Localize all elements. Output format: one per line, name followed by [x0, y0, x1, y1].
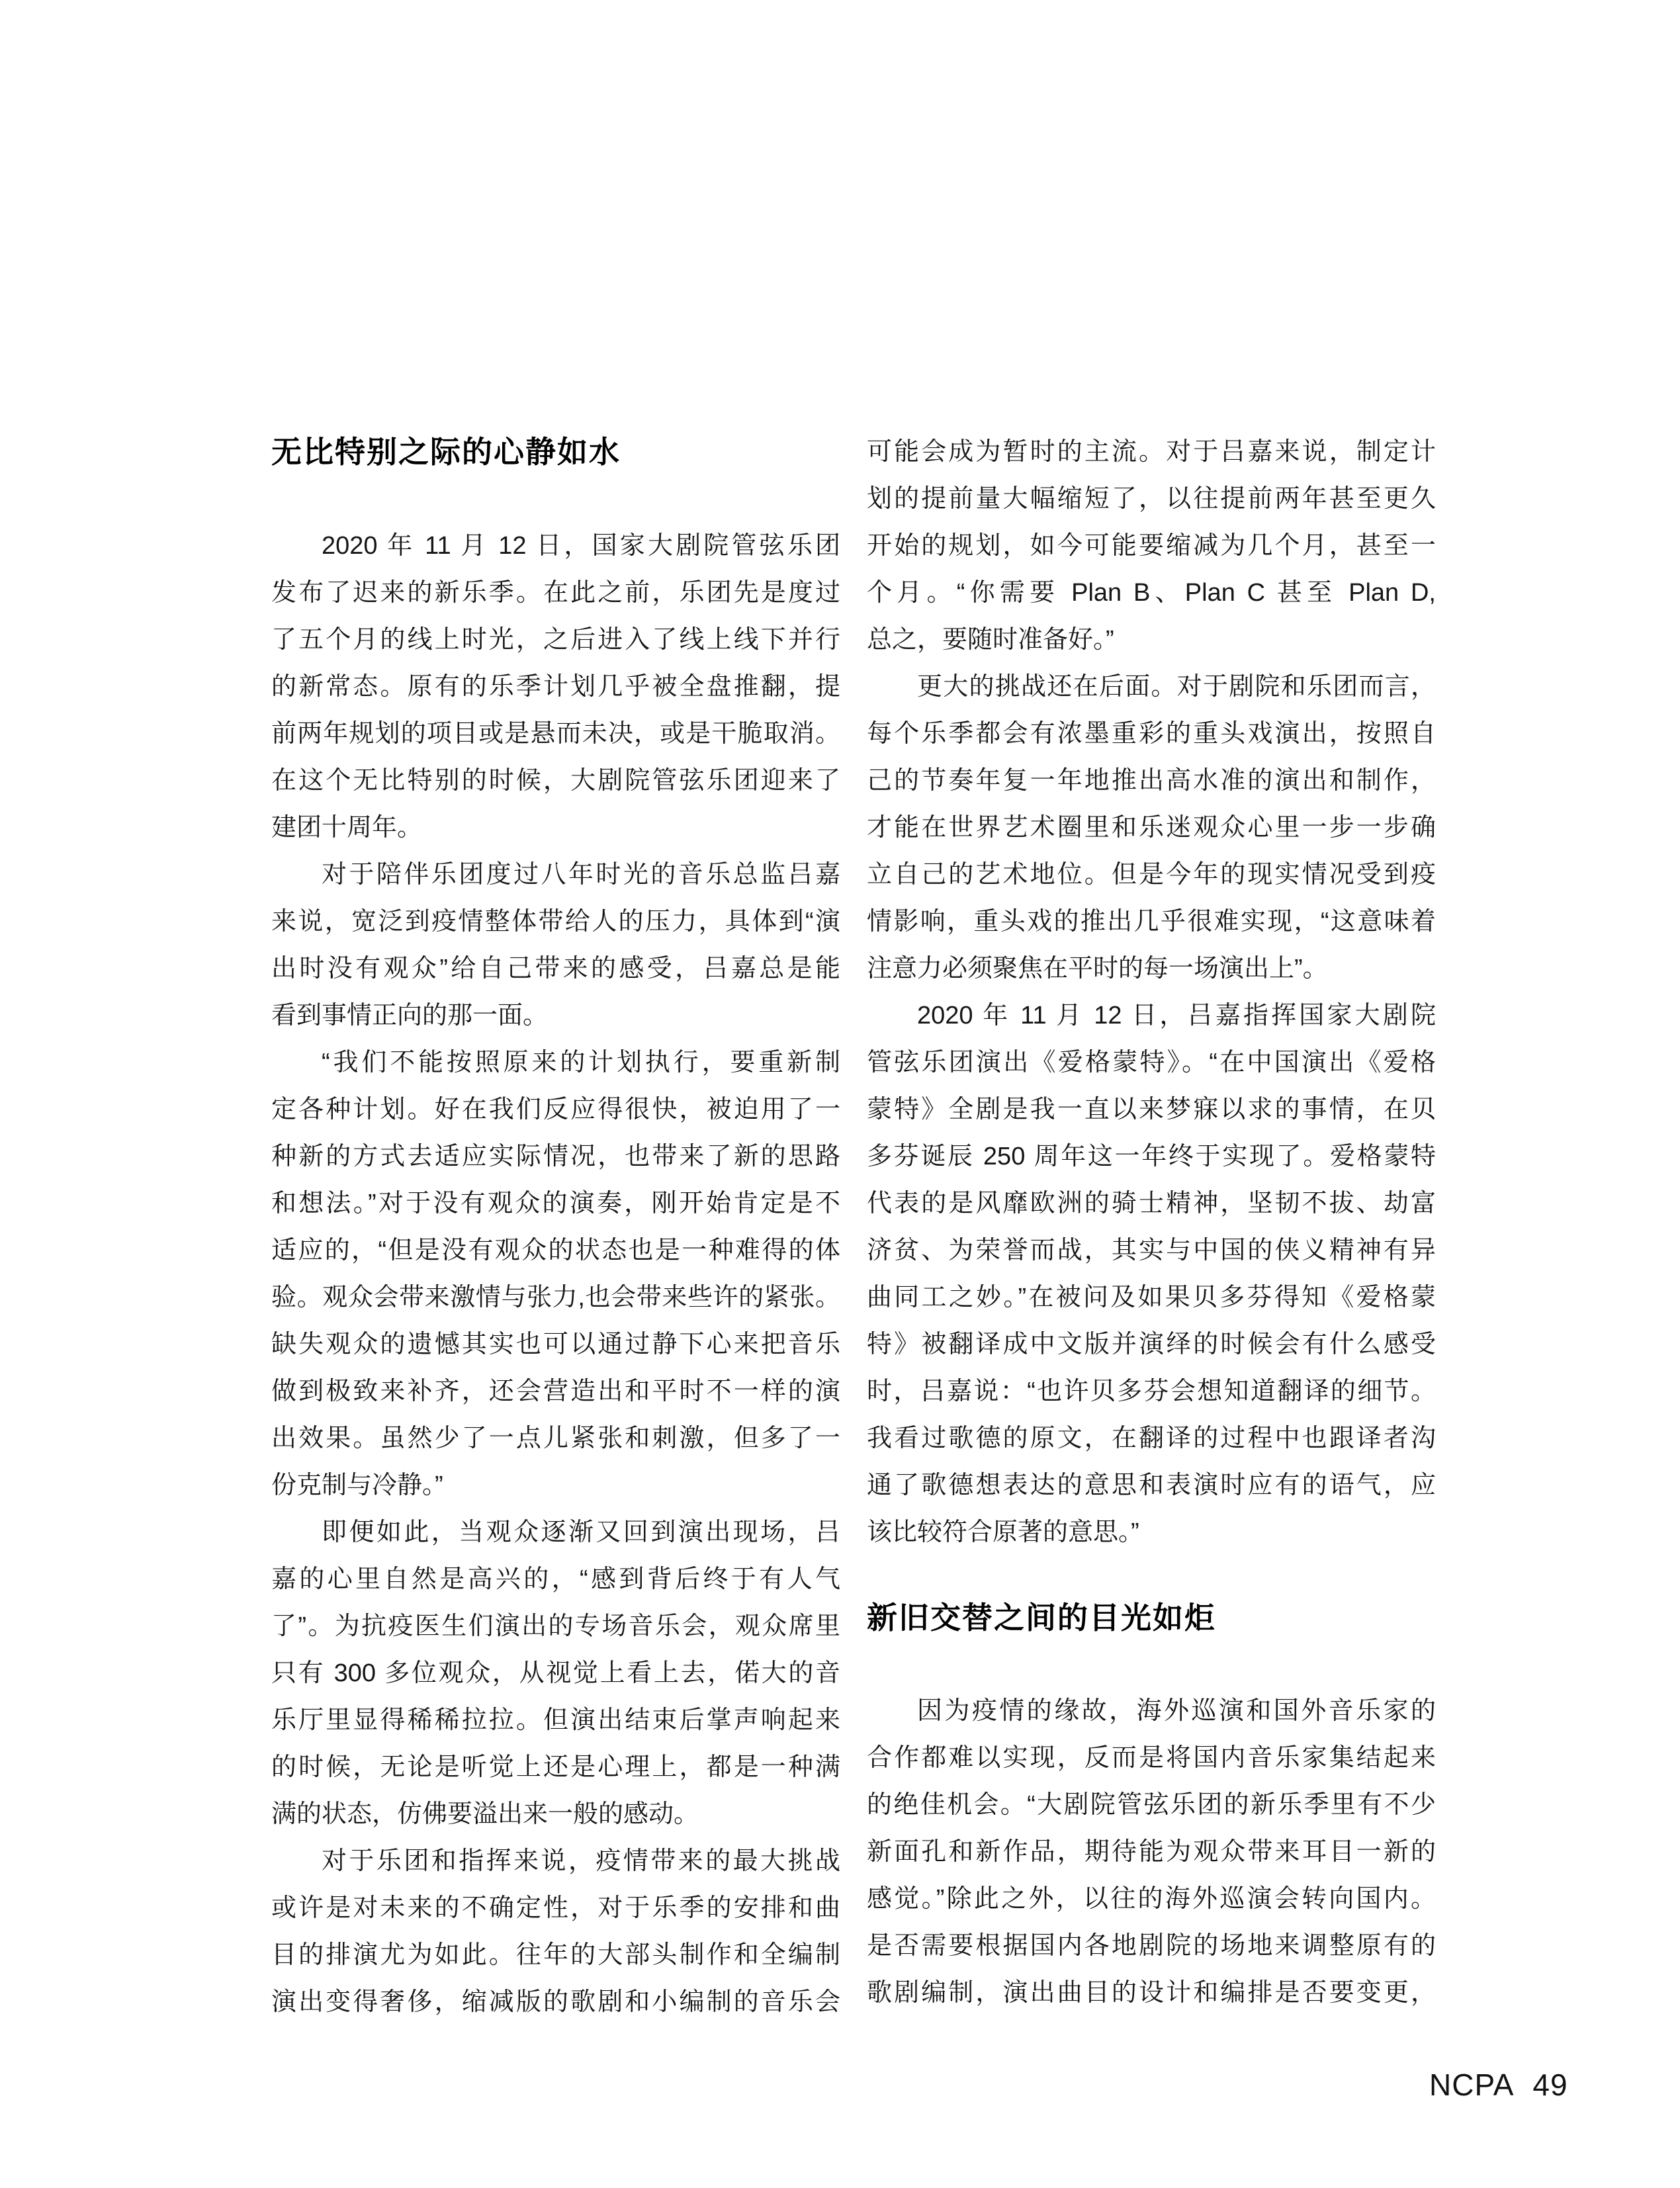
text-line: 是否需要根据国内各地剧院的场地来调整原有的 [867, 1932, 1436, 1960]
right-column [867, 429, 1436, 2017]
text-line: 情影响，重头戏的推出几乎很难实现，“这意味着 [867, 908, 1436, 936]
text-line: 可能会成为暂时的主流。对于吕嘉来说，制定计 [867, 438, 1436, 466]
text-line: 和想法。”对于没有观众的演奏，刚开始肯定是不 [271, 1190, 840, 1217]
text-line: 发布了迟来的新乐季。在此之前，乐团先是度过 [271, 579, 840, 607]
text-line: 缺失观众的遗憾其实也可以通过静下心来把音乐 [271, 1331, 840, 1358]
text-line: 的时候，无论是听觉上还是心理上，都是一种满 [271, 1753, 840, 1781]
section-heading: 新旧交替之间的目光如炬 [867, 1600, 1216, 1635]
page-footer [1429, 2070, 1568, 2100]
text-line: 做到极致来补齐，还会营造出和平时不一样的演 [271, 1378, 840, 1405]
text-line: 即便如此，当观众逐渐又回到演出现场，吕 [322, 1518, 840, 1546]
text-line: 乐厅里显得稀稀拉拉。但演出结束后掌声响起来 [271, 1706, 840, 1734]
text-line: 开始的规划，如今可能要缩减为几个月，甚至一 [867, 532, 1436, 560]
text-line: 新面孔和新作品，期待能为观众带来耳目一新的 [867, 1838, 1436, 1866]
text-line: 曲同工之妙。”在被问及如果贝多芬得知《爱格蒙 [867, 1284, 1436, 1311]
text-line: 来说，宽泛到疫情整体带给人的压力，具体到“演 [271, 908, 840, 936]
text-line: 的新常态。原有的乐季计划几乎被全盘推翻，提 [271, 673, 840, 701]
text-line: 了”。为抗疫医生们演出的专场音乐会，观众席里 [271, 1612, 840, 1640]
text-line: 该比较符合原著的意思。” [867, 1518, 1139, 1546]
text-line: 对于乐团和指挥来说，疫情带来的最大挑战 [322, 1847, 840, 1875]
text-line: 满的状态，仿佛要溢出来一般的感动。 [271, 1800, 699, 1828]
magazine-brand: NCPA [1429, 2068, 1515, 2102]
text-line: 己的节奏年复一年地推出高水准的演出和制作， [867, 767, 1436, 795]
text-line: 验。观众会带来激情与张力,也会带来些许的紧张。 [271, 1284, 840, 1311]
text-line: 总之，要随时准备好。” [867, 626, 1114, 654]
section-heading: 无比特别之际的心静如水 [271, 435, 621, 469]
text-line: 对于陪伴乐团度过八年时光的音乐总监吕嘉 [322, 861, 840, 889]
text-line: 蒙特》全剧是我一直以来梦寐以求的事情，在贝 [867, 1096, 1436, 1123]
text-line: 时，吕嘉说：“也许贝多芬会想知道翻译的细节。 [867, 1378, 1436, 1405]
text-line: 建团十周年。 [271, 814, 423, 842]
text-line: 种新的方式去适应实际情况，也带来了新的思路 [271, 1143, 840, 1170]
text-line: 代表的是风靡欧洲的骑士精神，坚韧不拔、劫富 [867, 1190, 1436, 1217]
text-line: 前两年规划的项目或是悬而未决，或是干脆取消。 [271, 720, 840, 748]
text-line: 看到事情正向的那一面。 [271, 1002, 549, 1029]
text-line: 歌剧编制，演出曲目的设计和编排是否要变更， [867, 1979, 1436, 2007]
text-line: 我看过歌德的原文，在翻译的过程中也跟译者沟 [867, 1424, 1436, 1452]
text-line: 通了歌德想表达的意思和表演时应有的语气，应 [867, 1471, 1436, 1499]
text-line: 多芬诞辰 250 周年这一年终于实现了。爱格蒙特 [867, 1143, 1436, 1170]
text-line: 适应的，“但是没有观众的状态也是一种难得的体 [271, 1237, 840, 1264]
text-line: 或许是对未来的不确定性，对于乐季的安排和曲 [271, 1894, 840, 1922]
text-line: 出时没有观众”给自己带来的感受，吕嘉总是能 [271, 955, 840, 983]
text-line: 份克制与冷静。” [271, 1471, 443, 1499]
text-line: 嘉的心里自然是高兴的，“感到背后终于有人气 [271, 1565, 840, 1593]
text-line: 演出变得奢侈，缩减版的歌剧和小编制的音乐会 [271, 1988, 840, 2016]
page-number: 49 [1532, 2068, 1568, 2102]
text-line: 合作都难以实现，反而是将国内音乐家集结起来 [867, 1744, 1436, 1772]
text-line: 因为疫情的缘故，海外巡演和国外音乐家的 [917, 1697, 1436, 1725]
text-line: 目的排演尤为如此。往年的大部头制作和全编制 [271, 1941, 840, 1969]
text-line: 定各种计划。好在我们反应得很快，被迫用了一 [271, 1096, 840, 1123]
text-line: 管弦乐团演出《爱格蒙特》。“在中国演出《爱格 [867, 1049, 1436, 1076]
text-line: 了五个月的线上时光，之后进入了线上线下并行 [271, 626, 840, 654]
text-line: 每个乐季都会有浓墨重彩的重头戏演出，按照自 [867, 720, 1436, 748]
text-line: 更大的挑战还在后面。对于剧院和乐团而言， [917, 673, 1436, 701]
text-line: 注意力必须聚焦在平时的每一场演出上”。 [867, 955, 1328, 983]
text-line: 济贫、为荣誉而战，其实与中国的侠义精神有异 [867, 1237, 1436, 1264]
text-line: “我们不能按照原来的计划执行，要重新制 [322, 1049, 840, 1076]
text-line: 只有 300 多位观众，从视觉上看上去，偌大的音 [271, 1659, 840, 1687]
text-line: 在这个无比特别的时候，大剧院管弦乐团迎来了 [271, 767, 840, 795]
text-line: 个月。“你需要 Plan B、Plan C 甚至 Plan D, [867, 579, 1436, 607]
text-line: 立自己的艺术地位。但是今年的现实情况受到疫 [867, 861, 1436, 889]
text-line: 2020 年 11 月 12 日，吕嘉指挥国家大剧院 [917, 1002, 1436, 1029]
left-column [271, 429, 840, 2026]
text-line: 特》被翻译成中文版并演绎的时候会有什么感受 [867, 1331, 1436, 1358]
text-line: 的绝佳机会。“大剧院管弦乐团的新乐季里有不少 [867, 1791, 1436, 1819]
text-line: 出效果。虽然少了一点儿紧张和刺激，但多了一 [271, 1424, 840, 1452]
text-line: 2020 年 11 月 12 日，国家大剧院管弦乐团 [322, 532, 840, 560]
text-line: 划的提前量大幅缩短了，以往提前两年甚至更久 [867, 485, 1436, 513]
text-line: 才能在世界艺术圈里和乐迷观众心里一步一步确 [867, 814, 1436, 842]
text-line: 感觉。”除此之外，以往的海外巡演会转向国内。 [867, 1885, 1436, 1913]
